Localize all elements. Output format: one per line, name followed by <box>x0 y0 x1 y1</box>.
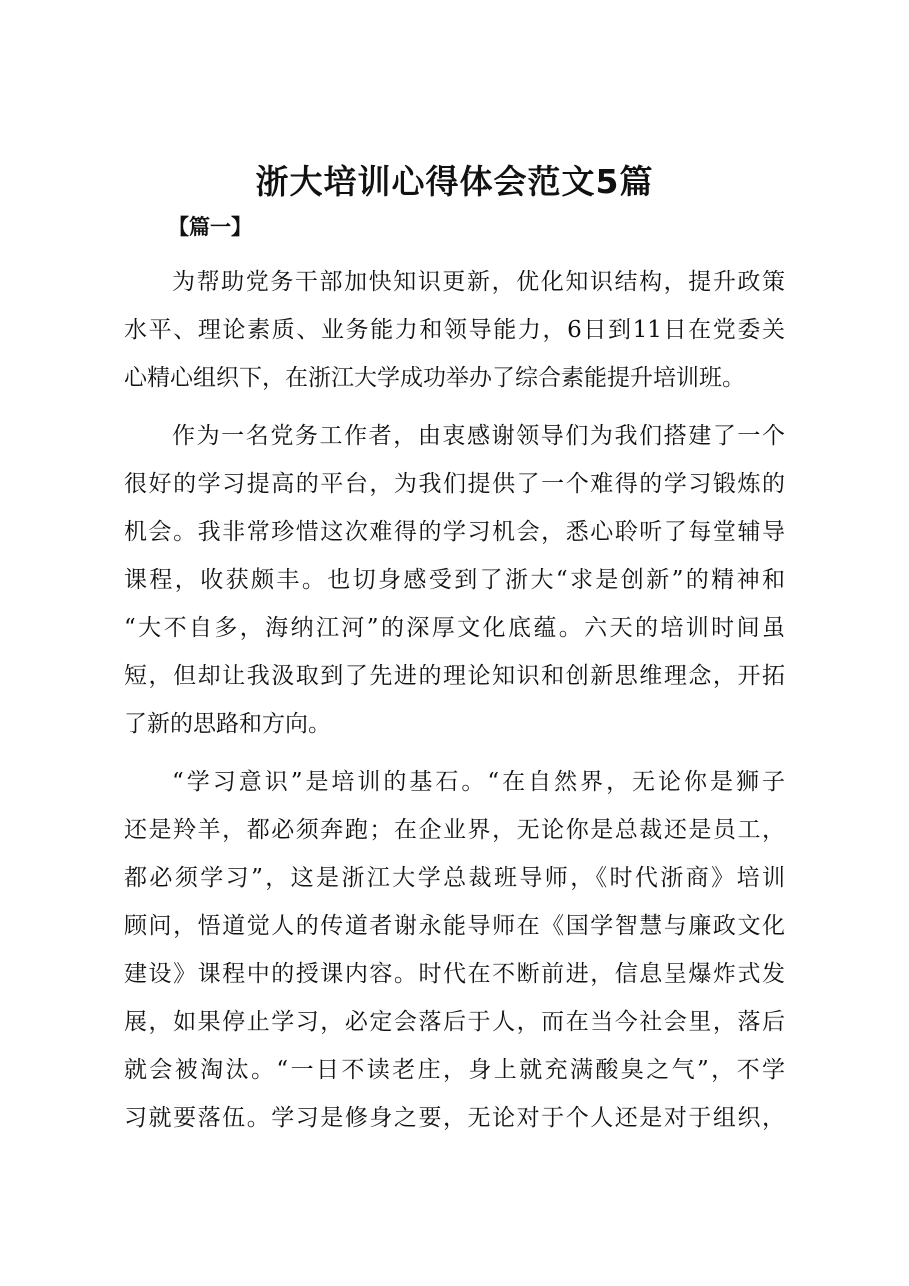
text-line: “学习意识”是培训的基石。“在自然界，无论你是狮子 <box>172 769 785 795</box>
text-line: 都必须学习”，这是浙江大学总裁班导师，《时代浙商》培训 <box>124 865 785 891</box>
text-line: 课程，收获颇丰。也切身感受到了浙大“求是创新”的精神和 <box>124 567 785 593</box>
text-line: 短，但却让我汲取到了先进的理论知识和创新思维理念，开拓 <box>124 663 785 689</box>
document-body <box>124 258 785 1152</box>
paragraph-2 <box>124 412 785 748</box>
text-line: 了新的思路和方向。 <box>124 711 331 737</box>
text-line: 水平、理论素质、业务能力和领导能力，6日到11日在党委关 <box>124 317 785 343</box>
text-line: 还是羚羊，都必须奔跑；在企业界，无论你是总裁还是员工， <box>124 817 785 843</box>
document-title: 浙大培训心得体会范文5篇 <box>255 162 654 201</box>
text-line: 作为一名党务工作者，由衷感谢领导们为我们搭建了一个 <box>172 423 785 449</box>
text-line: 建设》课程中的授课内容。时代在不断前进，信息呈爆炸式发 <box>124 961 785 987</box>
text-line: 很好的学习提高的平台，为我们提供了一个难得的学习锻炼的 <box>124 471 785 497</box>
text-line: 习就要落伍。学习是修身之要，无论对于个人还是对于组织， <box>124 1105 785 1131</box>
text-line: “大不自多，海纳江河”的深厚文化底蕴。六天的培训时间虽 <box>124 615 785 641</box>
section-label: 【篇一】 <box>168 215 252 239</box>
text-line: 展，如果停止学习，必定会落后于人，而在当今社会里，落后 <box>124 1009 785 1035</box>
paragraph-3 <box>124 758 785 1142</box>
text-line: 就会被淘汰。“一日不读老庄，身上就充满酸臭之气”，不学 <box>124 1057 785 1083</box>
paragraph-1 <box>124 258 785 402</box>
text-line: 心精心组织下，在浙江大学成功举办了综合素能提升培训班。 <box>124 365 745 391</box>
text-line: 顾问，悟道觉人的传道者谢永能导师在《国学智慧与廉政文化 <box>124 913 785 939</box>
text-line: 为帮助党务干部加快知识更新，优化知识结构，提升政策 <box>172 269 785 295</box>
text-line: 机会。我非常珍惜这次难得的学习机会，悉心聆听了每堂辅导 <box>124 519 785 545</box>
